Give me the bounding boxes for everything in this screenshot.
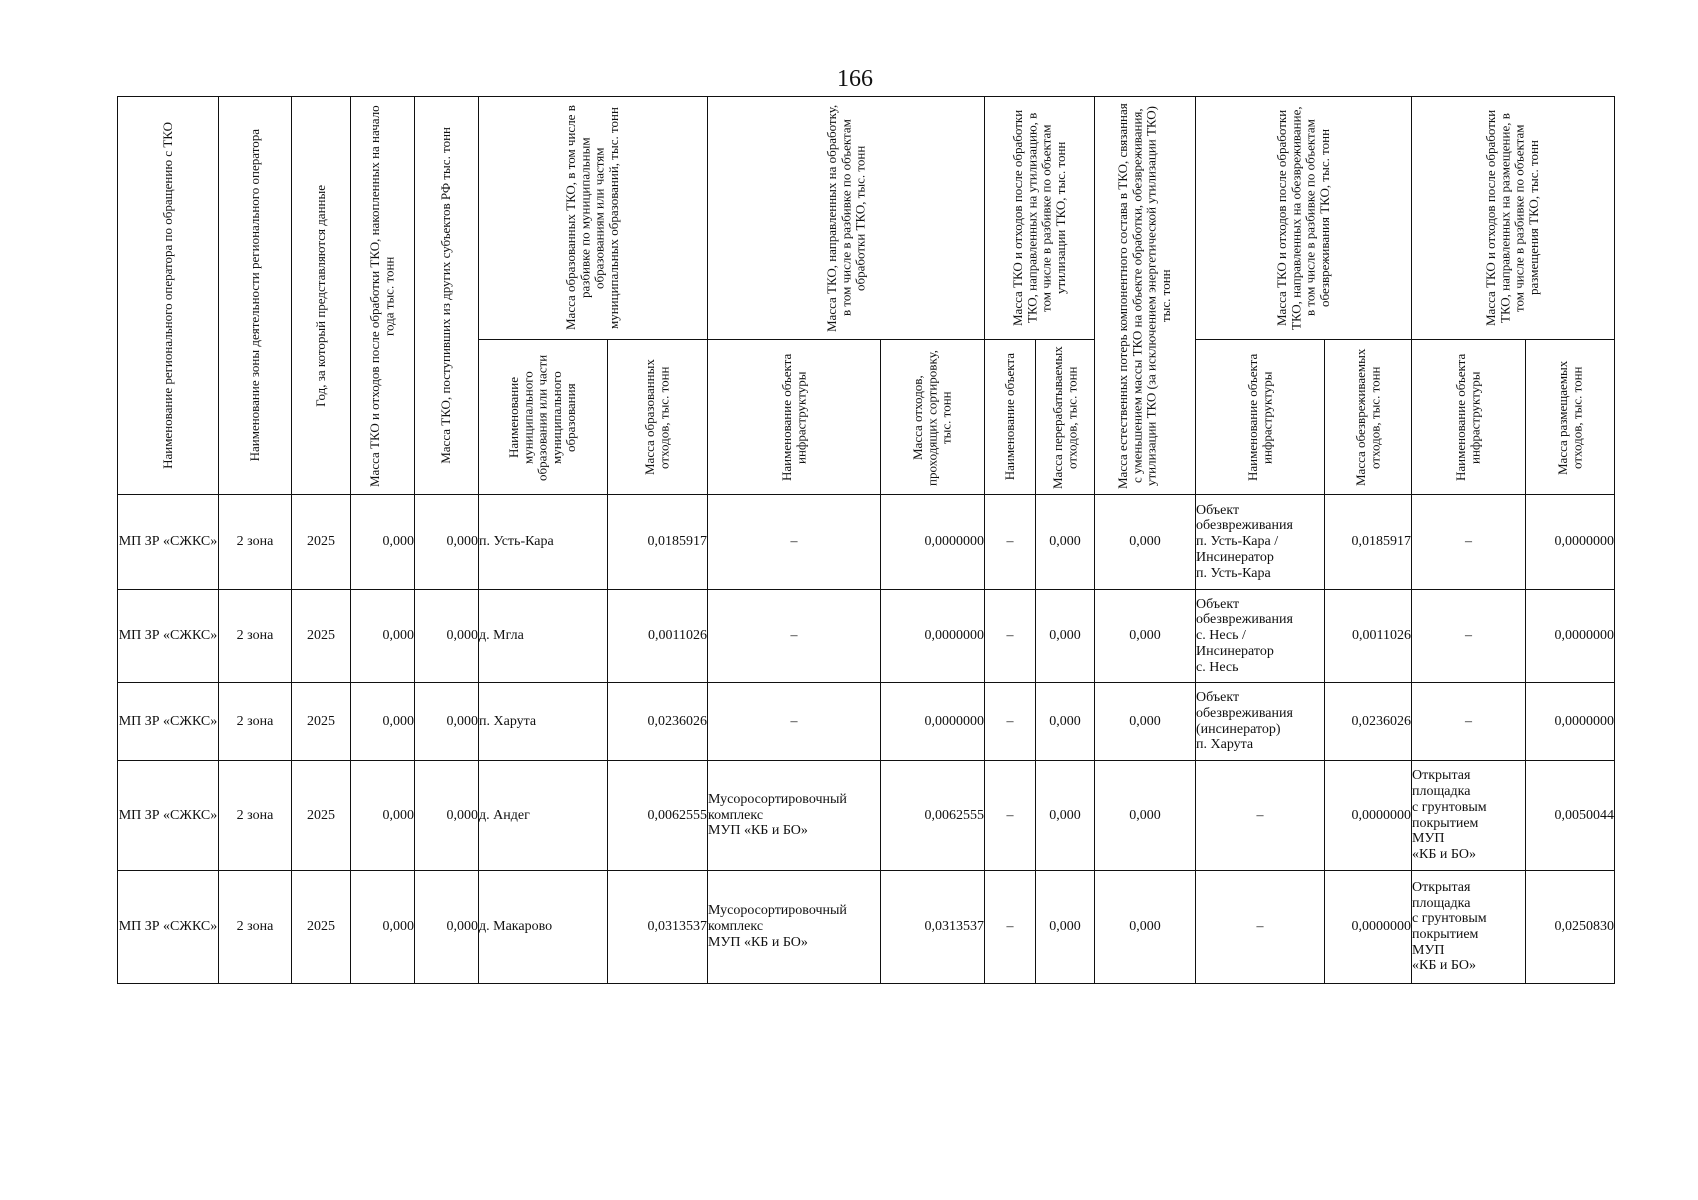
header-sorting-mass: Масса отходов, проходящих сортировку, тыс. тонн xyxy=(881,340,985,495)
placement-object-cell: Открытая площадка с грунтовым покрытием МУП «КБ и БО» xyxy=(1412,871,1526,984)
processed-mass-cell: 0,000 xyxy=(1036,495,1095,590)
header-zone: Наименование зоны деятельности регионального оператора xyxy=(219,97,292,495)
waste-data-table xyxy=(117,96,1615,984)
utilization-object-cell: – xyxy=(985,871,1036,984)
processed-mass-cell: 0,000 xyxy=(1036,761,1095,871)
operator-cell: МП ЗР «СЖКС» xyxy=(118,590,219,683)
natural-losses-cell: 0,000 xyxy=(1095,761,1196,871)
placed-mass-cell: 0,0050044 xyxy=(1526,761,1615,871)
from-other-regions-cell: 0,000 xyxy=(415,871,479,984)
placement-object-cell: Открытая площадка с грунтовым покрытием МУП «КБ и БО» xyxy=(1412,761,1526,871)
processing-object-cell: – xyxy=(708,495,881,590)
header-processed-mass: Масса перерабатываемых отходов, тыс. тонн xyxy=(1036,340,1095,495)
header-utilization-object: Наименование объекта xyxy=(985,340,1036,495)
placed-mass-cell: 0,0000000 xyxy=(1526,590,1615,683)
year-cell: 2025 xyxy=(292,871,351,984)
zone-cell: 2 зона xyxy=(219,761,292,871)
municipality-cell: д. Андег xyxy=(479,761,608,871)
sorting-mass-cell: 0,0000000 xyxy=(881,590,985,683)
zone-cell: 2 зона xyxy=(219,683,292,761)
neutralization-object-cell: – xyxy=(1196,871,1325,984)
sorting-mass-cell: 0,0000000 xyxy=(881,495,985,590)
utilization-object-cell: – xyxy=(985,761,1036,871)
header-operator: Наименование регионального оператора по обращению с ТКО xyxy=(118,97,219,495)
initial-mass-cell: 0,000 xyxy=(351,683,415,761)
neutralized-mass-cell: 0,0000000 xyxy=(1325,761,1412,871)
header-neutralized-mass: Масса обезвреживаемых отходов, тыс. тонн xyxy=(1325,340,1412,495)
initial-mass-cell: 0,000 xyxy=(351,590,415,683)
placed-mass-cell: 0,0000000 xyxy=(1526,495,1615,590)
generated-mass-cell: 0,0236026 xyxy=(608,683,708,761)
header-municipality-name: Наименование муниципального образования или части муниципального образования xyxy=(479,340,608,495)
header-placed-mass: Масса размещаемых отходов, тыс. тонн xyxy=(1526,340,1615,495)
initial-mass-cell: 0,000 xyxy=(351,761,415,871)
header-processing-group: Масса ТКО, направленных на обработку, в том числе в разбивке по объектам обработки ТКО, тыс. тонн xyxy=(708,97,985,340)
table-row xyxy=(118,590,1615,683)
header-natural-losses: Масса естественных потерь компонентного состава в ТКО, связанная с уменьшением массы ТКО на объекте обработки, обезвреживания, утилизации ТКО (за исключением энергетической утилизации ТКО) тыс. тонн xyxy=(1095,97,1196,495)
utilization-object-cell: – xyxy=(985,495,1036,590)
page-number: 166 xyxy=(837,66,873,92)
placement-object-cell: – xyxy=(1412,495,1526,590)
initial-mass-cell: 0,000 xyxy=(351,495,415,590)
neutralized-mass-cell: 0,0185917 xyxy=(1325,495,1412,590)
zone-cell: 2 зона xyxy=(219,495,292,590)
table-row xyxy=(118,761,1615,871)
municipality-cell: п. Усть-Кара xyxy=(479,495,608,590)
processed-mass-cell: 0,000 xyxy=(1036,683,1095,761)
year-cell: 2025 xyxy=(292,495,351,590)
neutralization-object-cell: Объект обезвреживания п. Усть-Кара / Инсинератор п. Усть-Кара xyxy=(1196,495,1325,590)
zone-cell: 2 зона xyxy=(219,590,292,683)
header-placement-group: Масса ТКО и отходов после обработки ТКО, направленных на размещение, в том числе в разбивке по объектам размещения ТКО, тыс. тонн xyxy=(1412,97,1615,340)
utilization-object-cell: – xyxy=(985,590,1036,683)
neutralization-object-cell: – xyxy=(1196,761,1325,871)
sorting-mass-cell: 0,0000000 xyxy=(881,683,985,761)
generated-mass-cell: 0,0185917 xyxy=(608,495,708,590)
neutralized-mass-cell: 0,0000000 xyxy=(1325,871,1412,984)
header-utilization-group: Масса ТКО и отходов после обработки ТКО, направленных на утилизацию, в том числе в разбивке по объектам утилизации ТКО, тыс. тонн xyxy=(985,97,1095,340)
sorting-mass-cell: 0,0062555 xyxy=(881,761,985,871)
header-initial-mass: Масса ТКО и отходов после обработки ТКО, накопленных на начало года тыс. тонн xyxy=(351,97,415,495)
year-cell: 2025 xyxy=(292,761,351,871)
utilization-object-cell: – xyxy=(985,683,1036,761)
neutralization-object-cell: Объект обезвреживания (инсинератор) п. Харута xyxy=(1196,683,1325,761)
natural-losses-cell: 0,000 xyxy=(1095,683,1196,761)
generated-mass-cell: 0,0313537 xyxy=(608,871,708,984)
natural-losses-cell: 0,000 xyxy=(1095,871,1196,984)
municipality-cell: п. Харута xyxy=(479,683,608,761)
header-neutralization-object: Наименование объекта инфраструктуры xyxy=(1196,340,1325,495)
header-processing-object: Наименование объекта инфраструктуры xyxy=(708,340,881,495)
from-other-regions-cell: 0,000 xyxy=(415,683,479,761)
placement-object-cell: – xyxy=(1412,590,1526,683)
processing-object-cell: Мусоросортировочный комплекс МУП «КБ и БО» xyxy=(708,761,881,871)
processing-object-cell: – xyxy=(708,590,881,683)
header-generated-group: Масса образованных ТКО, в том числе в разбивке по муниципальным образованиям или частям муниципальных образований, тыс. тонн xyxy=(479,97,708,340)
natural-losses-cell: 0,000 xyxy=(1095,495,1196,590)
generated-mass-cell: 0,0011026 xyxy=(608,590,708,683)
table-row xyxy=(118,495,1615,590)
initial-mass-cell: 0,000 xyxy=(351,871,415,984)
municipality-cell: д. Макарово xyxy=(479,871,608,984)
operator-cell: МП ЗР «СЖКС» xyxy=(118,871,219,984)
table-row xyxy=(118,683,1615,761)
processed-mass-cell: 0,000 xyxy=(1036,871,1095,984)
neutralized-mass-cell: 0,0011026 xyxy=(1325,590,1412,683)
neutralization-object-cell: Объект обезвреживания с. Несь / Инсинератор с. Несь xyxy=(1196,590,1325,683)
zone-cell: 2 зона xyxy=(219,871,292,984)
header-from-other-regions: Масса ТКО, поступивших из других субъектов РФ тыс. тонн xyxy=(415,97,479,495)
header-generated-mass: Масса образованных отходов, тыс. тонн xyxy=(608,340,708,495)
generated-mass-cell: 0,0062555 xyxy=(608,761,708,871)
header-row-main xyxy=(118,97,1615,340)
year-cell: 2025 xyxy=(292,683,351,761)
operator-cell: МП ЗР «СЖКС» xyxy=(118,683,219,761)
processing-object-cell: – xyxy=(708,683,881,761)
neutralized-mass-cell: 0,0236026 xyxy=(1325,683,1412,761)
from-other-regions-cell: 0,000 xyxy=(415,761,479,871)
operator-cell: МП ЗР «СЖКС» xyxy=(118,495,219,590)
placed-mass-cell: 0,0250830 xyxy=(1526,871,1615,984)
header-year: Год, за который представляются данные xyxy=(292,97,351,495)
from-other-regions-cell: 0,000 xyxy=(415,590,479,683)
processed-mass-cell: 0,000 xyxy=(1036,590,1095,683)
sorting-mass-cell: 0,0313537 xyxy=(881,871,985,984)
placed-mass-cell: 0,0000000 xyxy=(1526,683,1615,761)
header-neutralization-group: Масса ТКО и отходов после обработки ТКО, направленных на обезвреживание, в том числе в разбивке по объектам обезвреживания ТКО, тыс. тонн xyxy=(1196,97,1412,340)
year-cell: 2025 xyxy=(292,590,351,683)
operator-cell: МП ЗР «СЖКС» xyxy=(118,761,219,871)
placement-object-cell: – xyxy=(1412,683,1526,761)
processing-object-cell: Мусоросортировочный комплекс МУП «КБ и БО» xyxy=(708,871,881,984)
municipality-cell: д. Мгла xyxy=(479,590,608,683)
table-row xyxy=(118,871,1615,984)
natural-losses-cell: 0,000 xyxy=(1095,590,1196,683)
from-other-regions-cell: 0,000 xyxy=(415,495,479,590)
header-placement-object: Наименование объекта инфраструктуры xyxy=(1412,340,1526,495)
